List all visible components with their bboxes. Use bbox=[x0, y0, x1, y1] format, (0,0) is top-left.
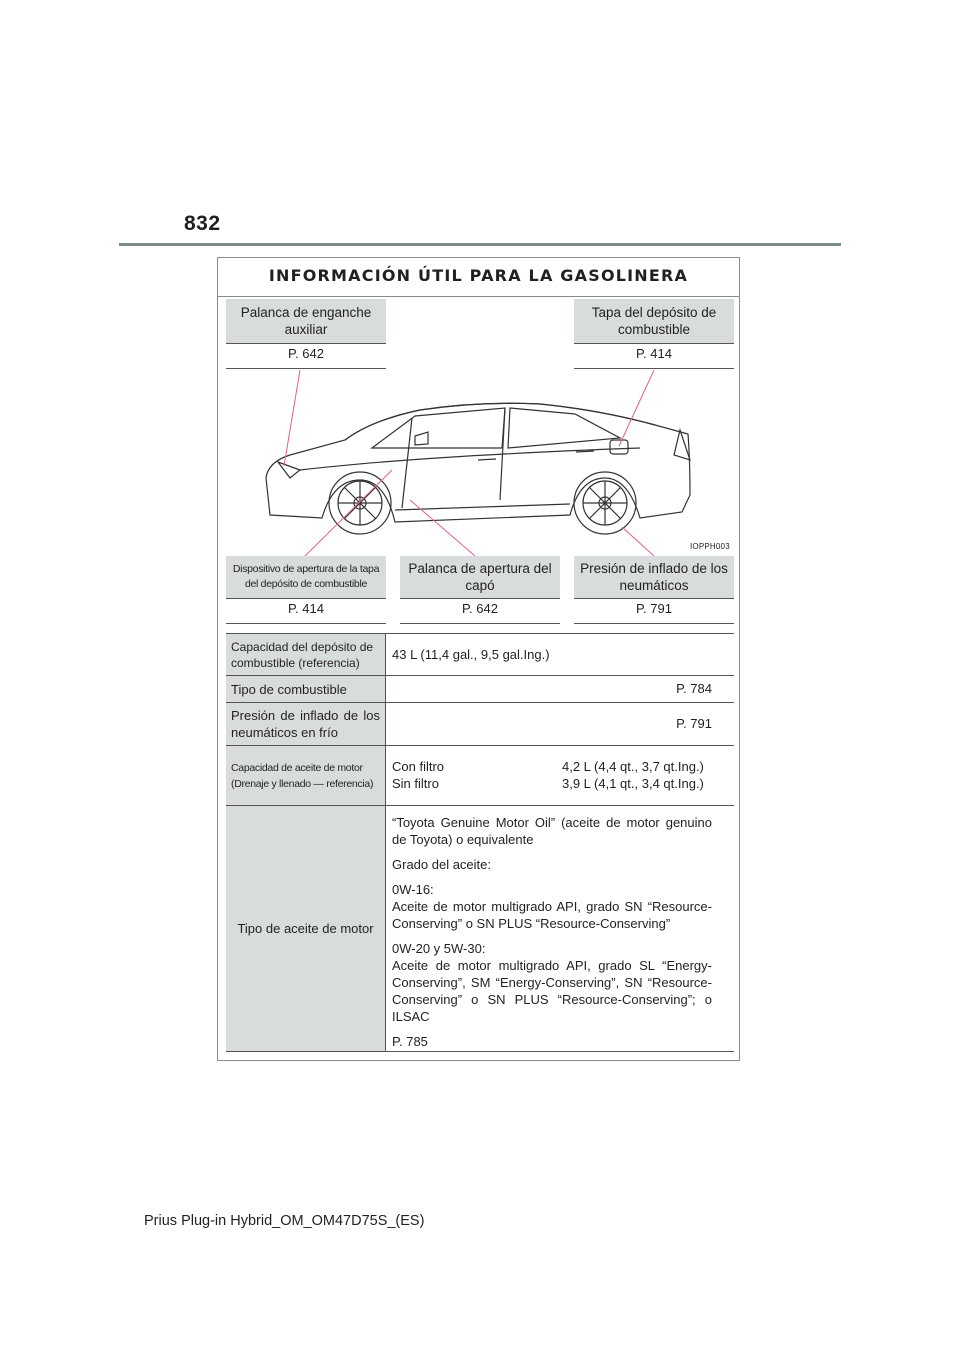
table-row-oil-type bbox=[226, 806, 734, 1051]
callout-hood-release-ref[interactable]: P. 642 bbox=[400, 599, 560, 624]
section-title: INFORMACIÓN ÚTIL PARA LA GASOLINERA bbox=[218, 258, 739, 297]
callout-auxiliary-latch-ref[interactable]: P. 642 bbox=[226, 344, 386, 369]
callout-fuel-door-label bbox=[574, 299, 734, 344]
callout-tire-pressure-ref[interactable]: P. 791 bbox=[574, 599, 734, 624]
fuel-capacity-value: 43 L (11,4 gal., 9,5 gal.Ing.) bbox=[392, 647, 550, 662]
callout-text: Palanca de apertura del capó bbox=[408, 561, 552, 593]
callout-auxiliary-latch-label bbox=[226, 299, 386, 344]
tire-pressure-label: Presión de inflado de los neumáticos en frío bbox=[226, 703, 386, 745]
image-code: IOPPH003 bbox=[690, 542, 730, 551]
callout-text: Tapa del depósito de combustible bbox=[591, 305, 717, 337]
with-filter-label: Con filtro bbox=[392, 759, 445, 774]
callout-text: Palanca de enganche auxiliar bbox=[240, 305, 372, 337]
without-filter-label: Sin filtro bbox=[392, 776, 439, 791]
oil-type-label: Tipo de aceite de motor bbox=[226, 806, 386, 1051]
with-filter-value: 4,2 L (4,4 qt., 3,7 qt.Ing.) bbox=[562, 759, 704, 774]
leader-fuel-door bbox=[619, 370, 654, 446]
leader-auxiliary-latch bbox=[284, 370, 300, 466]
footer-doc-id: Prius Plug-in Hybrid_OM_OM47D75S_(ES) bbox=[144, 1213, 425, 1229]
fuel-capacity-label: Capacidad del depósito de combustible (referencia) bbox=[226, 634, 386, 675]
callout-text: Dispositivo de apertura de la tapa del depósito de combustible bbox=[232, 563, 380, 590]
header-rule bbox=[119, 243, 841, 246]
oil-capacity-values bbox=[386, 746, 734, 805]
fuel-type-label: Tipo de combustible bbox=[226, 676, 386, 702]
leader-tire-pressure bbox=[622, 527, 654, 556]
table-row-oil-capacity bbox=[226, 746, 734, 806]
without-filter-value: 3,9 L (4,1 qt., 3,4 qt.Ing.) bbox=[562, 776, 704, 791]
oil-capacity-label: Capacidad de aceite de motor (Drenaje y llenado — referencia) bbox=[226, 746, 386, 805]
oil-grade-heading: Grado del aceite: bbox=[392, 857, 492, 872]
callout-fuel-door-opener-label bbox=[226, 556, 386, 599]
callout-fuel-door-ref[interactable]: P. 414 bbox=[574, 344, 734, 369]
table-row-fuel-type bbox=[226, 676, 734, 703]
callout-tire-pressure-label bbox=[574, 556, 734, 599]
oil-type-text: “Toyota Genuine Motor Oil” (aceite de motor genuino de Toyota) o equivalente bbox=[392, 815, 712, 847]
oil-type-ref[interactable]: P. 785 bbox=[392, 1034, 428, 1049]
callout-text: Presión de inflado de los neumáticos bbox=[580, 561, 728, 593]
callout-fuel-door-opener-ref[interactable]: P. 414 bbox=[226, 599, 386, 624]
page-number: 832 bbox=[184, 212, 221, 235]
oil-grade-0w20-5w30: 0W-20 y 5W-30: Aceite de motor multigrado API, grado SL “Energy-Conserving”, SM “Energy-Conserving”, SN “Resource-Conserving” o SN PLUS “Resource-Conserving”; o ILSAC bbox=[392, 941, 712, 1024]
table-row-fuel-capacity bbox=[226, 634, 734, 676]
fuel-type-ref[interactable]: P. 784 bbox=[676, 681, 712, 696]
tire-pressure-ref[interactable]: P. 791 bbox=[676, 716, 712, 731]
callout-hood-release-label bbox=[400, 556, 560, 599]
spec-table bbox=[226, 633, 734, 1052]
table-row-tire-pressure bbox=[226, 703, 734, 746]
oil-grade-0w16: 0W-16: Aceite de motor multigrado API, grado SN “Resource-Conserving” o SN PLUS “Resource-Conserving” bbox=[392, 882, 712, 931]
oil-type-details bbox=[386, 806, 734, 1051]
car-illustration bbox=[225, 370, 733, 556]
